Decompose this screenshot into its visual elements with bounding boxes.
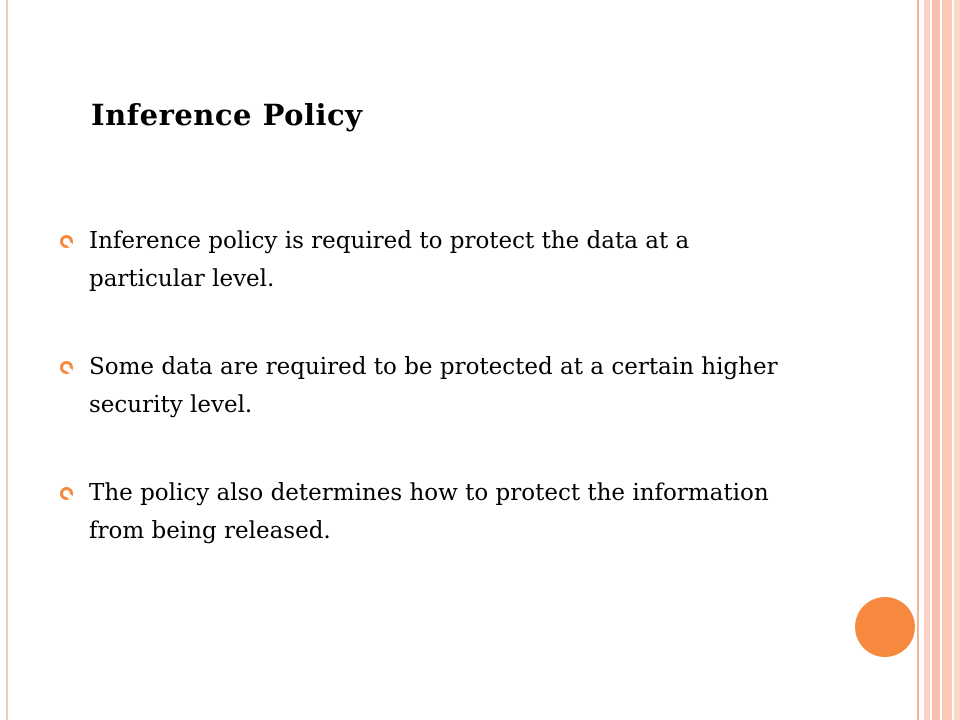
slide-title: Inference Policy bbox=[91, 98, 363, 132]
bullet-item bbox=[60, 348, 800, 424]
bullet-item bbox=[60, 222, 800, 298]
ring-bullet-icon bbox=[60, 361, 73, 374]
bullet-list bbox=[60, 222, 800, 600]
right-frame-line bbox=[917, 0, 919, 720]
ring-bullet-icon bbox=[60, 487, 73, 500]
orange-circle-decoration bbox=[855, 597, 915, 657]
bullet-item bbox=[60, 474, 800, 550]
ring-bullet-icon bbox=[60, 235, 73, 248]
left-frame-border bbox=[6, 0, 8, 720]
bullet-text: Inference policy is required to protect the data at a particular level. bbox=[89, 228, 690, 292]
bullet-text: Some data are required to be protected at a certain higher security level. bbox=[89, 354, 778, 418]
bullet-text: The policy also determines how to protect the information from being released. bbox=[89, 480, 769, 544]
right-decorative-stripes bbox=[924, 0, 960, 720]
